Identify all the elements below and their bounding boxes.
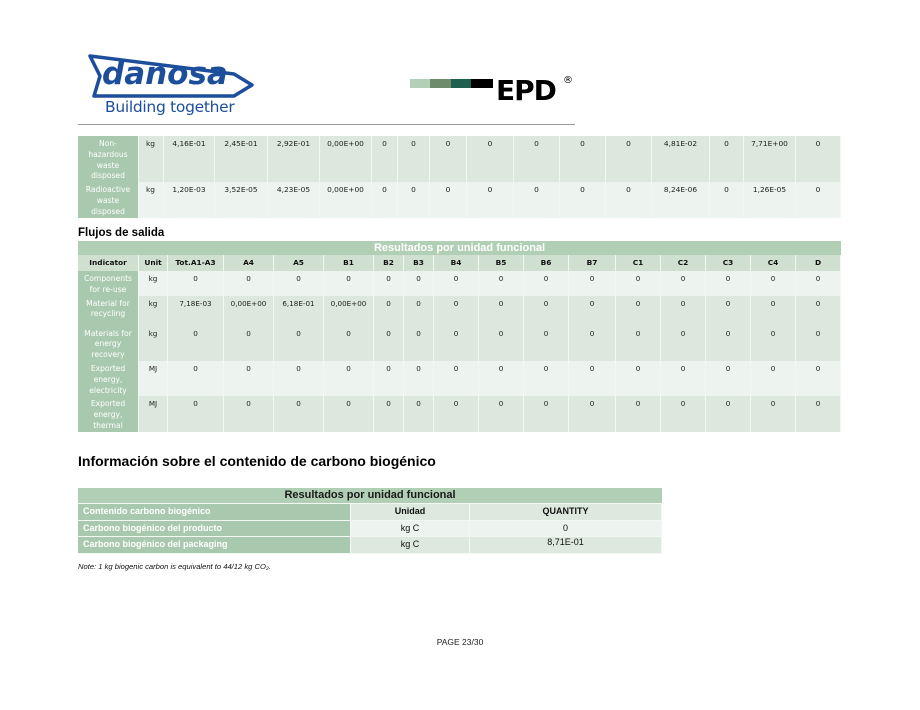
value-cell: 0 — [706, 296, 751, 326]
value-cell: 0 — [751, 326, 796, 361]
indicator-cell — [78, 182, 139, 217]
value-cell: 0 — [404, 271, 434, 296]
value-cell: 0 — [224, 396, 274, 431]
value-cell: 0 — [661, 361, 706, 396]
indicator-line: Exported — [90, 363, 126, 373]
unit-cell: kg — [139, 296, 168, 326]
indicator-line: waste — [96, 195, 120, 205]
value-cell: 0 — [796, 296, 841, 326]
value-cell: 0,00E+00 — [324, 296, 374, 326]
indicator-cell — [78, 296, 139, 326]
indicator-line: Non- — [99, 139, 117, 148]
value-cell: 0 — [479, 326, 524, 361]
value-cell: 4,23E-05 — [268, 182, 320, 217]
epd-text: EPD — [496, 74, 556, 107]
value-cell: 0 — [374, 296, 404, 326]
value-cell: 0,00E+00 — [320, 182, 372, 217]
value-cell: 0 — [796, 326, 841, 361]
value-cell: 0 — [524, 271, 569, 296]
value-cell: 0 — [224, 361, 274, 396]
registered-mark: ® — [563, 75, 573, 86]
value-cell: 8,24E-06 — [652, 182, 710, 217]
indicator-line: Radioactive — [85, 185, 131, 195]
column-header: A5 — [274, 255, 324, 271]
output-flows-title: Flujos de salida — [78, 227, 165, 239]
indicator-line: energy, — [93, 374, 123, 384]
value-cell: 1,26E-05 — [744, 182, 796, 217]
header-divider — [78, 124, 575, 125]
value-cell: 0 — [569, 326, 616, 361]
biogenic-header-label: Contenido carbono biogénico — [78, 504, 351, 521]
table-row — [78, 136, 841, 182]
value-cell: 4,16E-01 — [164, 136, 215, 182]
value-cell: 0 — [168, 361, 224, 396]
biogenic-note: Note: 1 kg biogenic carbon is equivalent to 44/12 kg CO₂. — [78, 562, 271, 571]
value-cell: 0 — [796, 182, 841, 217]
value-cell: 0 — [706, 326, 751, 361]
value-cell: 1,20E-03 — [164, 182, 215, 217]
danosa-logo — [84, 52, 256, 124]
unit-cell: kg — [139, 326, 168, 361]
value-cell: 0 — [430, 136, 467, 182]
indicator-cell — [78, 361, 139, 396]
column-header: Unit — [139, 255, 168, 271]
indicator-cell — [78, 326, 139, 361]
row-unit: kg C — [351, 537, 470, 554]
column-header: D — [796, 255, 841, 271]
biogenic-table — [78, 488, 662, 554]
value-cell: 0 — [479, 271, 524, 296]
table-banner: Resultados por unidad funcional — [78, 241, 841, 255]
page-number: PAGE 23/30 — [436, 637, 484, 647]
value-cell: 0 — [168, 396, 224, 431]
value-cell: 0 — [606, 182, 652, 217]
value-cell: 0 — [434, 296, 479, 326]
value-cell: 0 — [224, 326, 274, 361]
value-cell: 0 — [616, 271, 661, 296]
indicator-line: for re-use — [89, 284, 127, 294]
value-cell: 0 — [661, 326, 706, 361]
table-row — [78, 182, 841, 217]
indicator-line: thermal — [93, 420, 123, 430]
value-cell: 0 — [168, 271, 224, 296]
indicator-line: electricity — [89, 385, 127, 395]
value-cell: 0 — [430, 182, 467, 217]
table-row — [78, 271, 841, 296]
biogenic-header-row — [78, 504, 662, 521]
value-cell: 0 — [524, 361, 569, 396]
column-header: B3 — [404, 255, 434, 271]
value-cell: 0 — [751, 361, 796, 396]
table-row — [78, 326, 841, 361]
column-header: B2 — [374, 255, 404, 271]
indicator-line: energy, — [93, 410, 123, 420]
value-cell: 0 — [796, 136, 841, 182]
value-cell: 0 — [569, 271, 616, 296]
value-cell: 0 — [524, 396, 569, 431]
indicator-line: recycling — [90, 309, 126, 319]
value-cell: 0 — [168, 326, 224, 361]
value-cell: 0 — [616, 361, 661, 396]
value-cell: 0 — [796, 396, 841, 431]
value-cell: 0 — [398, 136, 430, 182]
value-cell: 0 — [706, 361, 751, 396]
column-header: C4 — [751, 255, 796, 271]
indicator-cell — [78, 136, 139, 182]
table-row — [78, 521, 662, 538]
row-label: Carbono biogénico del producto — [78, 521, 351, 538]
value-cell: 0 — [372, 136, 398, 182]
value-cell: 0 — [616, 326, 661, 361]
column-header: B7 — [569, 255, 616, 271]
value-cell: 0 — [434, 271, 479, 296]
value-cell: 0 — [706, 396, 751, 431]
value-cell: 0 — [606, 136, 652, 182]
indicator-line: waste — [96, 160, 120, 170]
biogenic-banner: Resultados por unidad funcional — [78, 488, 662, 504]
value-cell: 0 — [398, 182, 430, 217]
column-header: A4 — [224, 255, 274, 271]
unit-cell: kg — [139, 271, 168, 296]
indicator-line: hazardous — [88, 149, 128, 159]
value-cell: 0 — [274, 396, 324, 431]
value-cell: 0 — [751, 296, 796, 326]
value-cell: 0 — [569, 396, 616, 431]
value-cell: 0 — [524, 326, 569, 361]
value-cell: 0 — [374, 396, 404, 431]
value-cell: 0 — [616, 296, 661, 326]
value-cell: 0 — [404, 396, 434, 431]
biogenic-banner-row — [78, 488, 662, 504]
value-cell: 0 — [324, 326, 374, 361]
table-row — [78, 361, 841, 396]
indicator-cell — [78, 396, 139, 431]
value-cell: 0 — [374, 271, 404, 296]
value-cell: 0 — [706, 271, 751, 296]
column-header: C1 — [616, 255, 661, 271]
value-cell: 0 — [524, 296, 569, 326]
epd-bar-2 — [430, 79, 451, 88]
biogenic-header-quantity: QUANTITY — [470, 504, 662, 521]
logo-wordmark: danosa — [102, 56, 228, 92]
value-cell: 0 — [434, 361, 479, 396]
biogenic-header-unit: Unidad — [351, 504, 470, 521]
value-cell: 0 — [404, 361, 434, 396]
waste-table — [78, 136, 841, 218]
column-header: B4 — [434, 255, 479, 271]
value-cell: 0 — [374, 326, 404, 361]
value-cell: 0 — [479, 361, 524, 396]
indicator-line: energy — [94, 339, 122, 349]
value-cell: 7,18E-03 — [168, 296, 224, 326]
value-cell: 0 — [569, 296, 616, 326]
epd-bar-4 — [471, 79, 493, 88]
value-cell: 0 — [710, 136, 744, 182]
value-cell: 0 — [560, 182, 606, 217]
value-cell: 0 — [274, 326, 324, 361]
value-cell: 0 — [434, 326, 479, 361]
value-cell: 0 — [324, 271, 374, 296]
value-cell: 0 — [569, 361, 616, 396]
value-cell: 2,92E-01 — [268, 136, 320, 182]
value-cell: 0 — [479, 296, 524, 326]
column-header: C3 — [706, 255, 751, 271]
value-cell: 0 — [324, 361, 374, 396]
column-header: B5 — [479, 255, 524, 271]
value-cell: 0 — [404, 326, 434, 361]
table-banner-row — [78, 241, 841, 255]
value-cell: 0 — [434, 396, 479, 431]
value-cell: 0 — [661, 396, 706, 431]
value-cell: 0,00E+00 — [320, 136, 372, 182]
unit-cell: MJ — [139, 361, 168, 396]
indicator-line: Material for — [86, 298, 130, 308]
value-cell: 2,45E-01 — [215, 136, 268, 182]
column-header: B6 — [524, 255, 569, 271]
value-cell: 0 — [560, 136, 606, 182]
column-header: Tot.A1-A3 — [168, 255, 224, 271]
table-row — [78, 537, 662, 554]
value-cell: 0 — [514, 182, 560, 217]
row-label: Carbono biogénico del packaging — [78, 537, 351, 554]
column-header-row — [78, 255, 841, 271]
indicator-cell — [78, 271, 139, 296]
value-cell: 0 — [224, 271, 274, 296]
row-unit: kg C — [351, 521, 470, 538]
epd-bar-1 — [410, 79, 430, 88]
unit-cell: MJ — [139, 396, 168, 431]
unit-cell: kg — [139, 182, 164, 217]
value-cell: 0 — [661, 296, 706, 326]
value-cell: 0 — [404, 296, 434, 326]
value-cell: 7,71E+00 — [744, 136, 796, 182]
epd-bar-3 — [451, 79, 471, 88]
indicator-line: disposed — [91, 171, 125, 181]
value-cell: 0 — [661, 271, 706, 296]
value-cell: 0 — [514, 136, 560, 182]
value-cell: 0 — [796, 361, 841, 396]
biogenic-section-title: Información sobre el contenido de carbono biogénico — [78, 453, 436, 469]
value-cell: 0 — [374, 361, 404, 396]
value-cell: 0 — [372, 182, 398, 217]
value-cell: 0 — [274, 361, 324, 396]
value-cell: 0 — [479, 396, 524, 431]
value-cell: 3,52E-05 — [215, 182, 268, 217]
column-header: B1 — [324, 255, 374, 271]
value-cell: 0 — [467, 136, 514, 182]
column-header: Indicator — [78, 255, 139, 271]
indicator-line: Exported — [90, 399, 126, 409]
value-cell: 0 — [274, 271, 324, 296]
value-cell: 0 — [467, 182, 514, 217]
value-cell: 0 — [710, 182, 744, 217]
table-row — [78, 296, 841, 326]
indicator-line: recovery — [91, 350, 125, 360]
row-quantity: 0 — [470, 521, 662, 538]
value-cell: 6,18E-01 — [274, 296, 324, 326]
unit-cell: kg — [139, 136, 164, 182]
table-row — [78, 396, 841, 431]
indicator-line: Materials for — [84, 328, 132, 338]
row-quantity: 8,71E-01 — [470, 537, 662, 554]
value-cell: 0 — [796, 271, 841, 296]
value-cell: 4,81E-02 — [652, 136, 710, 182]
column-header: C2 — [661, 255, 706, 271]
value-cell: 0,00E+00 — [224, 296, 274, 326]
value-cell: 0 — [324, 396, 374, 431]
indicator-line: Components — [83, 274, 133, 283]
value-cell: 0 — [616, 396, 661, 431]
logo-tagline: Building together — [105, 98, 235, 116]
indicator-line: disposed — [91, 206, 125, 216]
value-cell: 0 — [751, 396, 796, 431]
value-cell: 0 — [751, 271, 796, 296]
output-flows-table — [78, 241, 841, 432]
